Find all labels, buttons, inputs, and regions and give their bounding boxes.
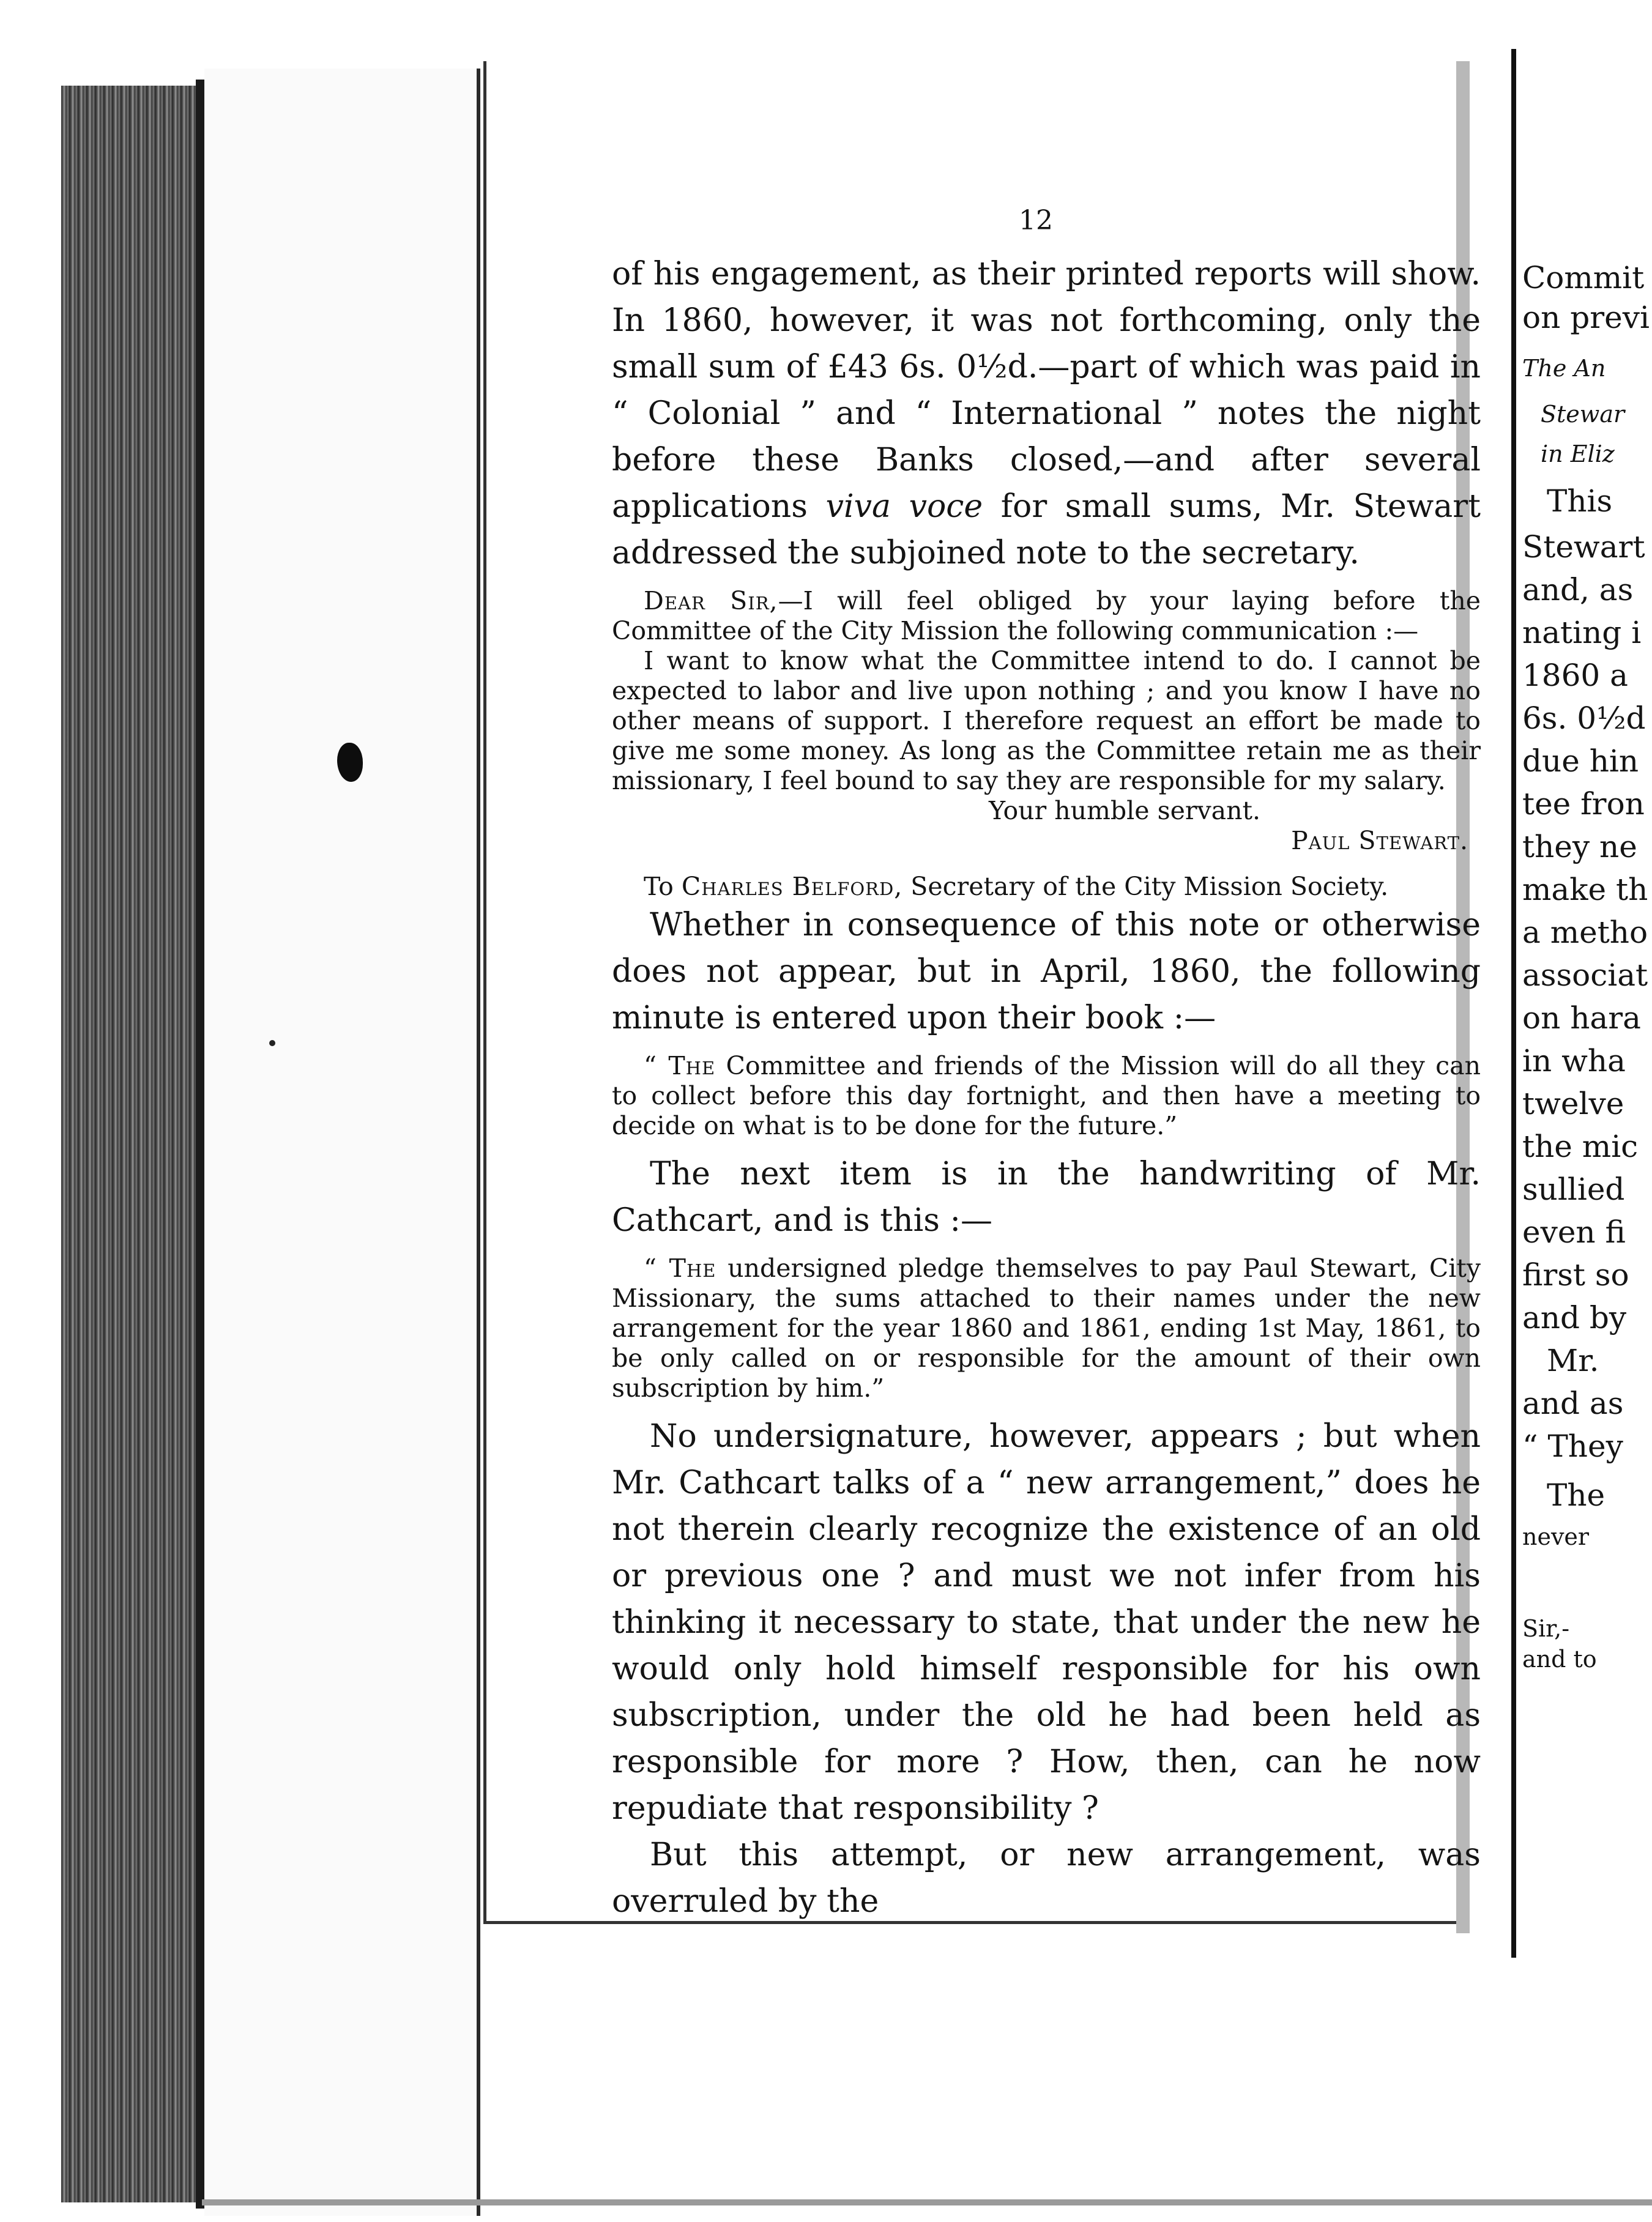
right-page-line: in Eliz xyxy=(1541,440,1615,467)
paragraph-3: The next item is in the handwriting of Mr. Cathcart, and is this :— xyxy=(612,1156,1481,1239)
right-page-line: first so xyxy=(1522,1257,1629,1293)
right-page-line: and as xyxy=(1522,1386,1624,1421)
right-page-line: even fi xyxy=(1522,1214,1626,1250)
right-page-line: Sir,- xyxy=(1522,1615,1570,1642)
paragraph-4: No undersignature, however, appears ; but when Mr. Cathcart talks of a “ new arrangement,” does he not therein clearly recognize the existence of an old or previous one ? and must we not infer from his thinking it necessary to state, that under the new he would only hold himself responsible for his own subscription, under the old he had been held as responsible for more ? How, then, can he now repudiate that responsibility ? xyxy=(612,1418,1481,1827)
right-page-fragment xyxy=(1511,49,1652,1958)
letter-body: I want to know what the Committee intend to do. I cannot be expected to labor and live upon nothing ; and you know I have no other means of support. I therefore request an effort be made to give me some money. As long as the Committee retain me as their missionary, I feel bound to say they are responsible for my salary. xyxy=(612,646,1481,795)
ink-dot xyxy=(269,1040,275,1046)
right-page-line: the mic xyxy=(1522,1129,1639,1164)
right-page-line: 1860 a xyxy=(1522,658,1628,693)
right-page-line: The An xyxy=(1522,355,1606,382)
right-page-line: they ne xyxy=(1522,829,1637,864)
italic-phrase: viva voce xyxy=(825,488,983,525)
ink-blot xyxy=(337,743,363,782)
letter-signature: Paul Stewart. xyxy=(1291,826,1468,855)
paragraph-2: Whether in consequence of this note or otherwise does not appear, but in April, 1860, the following minute is entered upon their book :— xyxy=(612,907,1481,1036)
right-page-line: This xyxy=(1547,483,1613,519)
right-page-line: in wha xyxy=(1522,1043,1626,1079)
right-page-line: nating i xyxy=(1522,615,1642,650)
right-page-line: associat xyxy=(1522,957,1648,993)
spine-edge xyxy=(196,80,204,2209)
letter-closing: Your humble servant. xyxy=(989,796,1260,825)
letter-addressee: To Charles Belford, Secretary of the City Mission Society. xyxy=(644,872,1389,901)
paragraph-1: of his engagement, as their printed reports will show. In 1860, however, it was not forthcoming, only the small sum of £43 6s. 0½d.—part of which was paid in “ Colonial ” and “ International ” notes the night before these Banks closed,—and after several applications viva voce for small sums, Mr. Stewart addressed the subjoined note to the secretary. xyxy=(612,256,1481,571)
right-page-line: sullied xyxy=(1522,1172,1625,1207)
right-page-line: due hin xyxy=(1522,743,1639,779)
minute-quote: “ The Committee and friends of the Mission will do all they can to collect before this day fortnight, and then have a meeting to decide on what is to be done for the future.” xyxy=(612,1051,1481,1140)
right-page-line: The xyxy=(1547,1477,1605,1513)
right-page-line: Stewar xyxy=(1541,401,1625,428)
right-page-line: “ They xyxy=(1522,1429,1623,1464)
letter-intro: Dear Sir,—I will feel obliged by your laying before the Committee of the City Mission the following communication :— xyxy=(612,586,1481,645)
page-text xyxy=(612,202,1481,1925)
right-page-line: tee fron xyxy=(1522,786,1645,822)
right-page-line: 6s. 0½d xyxy=(1522,700,1646,736)
right-page-line: make th xyxy=(1522,872,1648,907)
right-page-line: Stewart xyxy=(1522,529,1645,565)
right-page-line: and to xyxy=(1522,1646,1597,1673)
letter-salutation: Dear Sir, xyxy=(644,586,778,615)
right-page-line: and, as xyxy=(1522,572,1634,608)
right-page-line: Commit xyxy=(1522,260,1645,295)
right-page-line: and by xyxy=(1522,1300,1627,1336)
paragraph-5: But this attempt, or new arrangement, was overruled by the xyxy=(612,1837,1481,1920)
page-number: 12 xyxy=(1019,205,1053,236)
book-spine xyxy=(61,86,202,2202)
right-page-line: on hara xyxy=(1522,1000,1641,1036)
right-page-line: Mr. xyxy=(1547,1343,1599,1378)
right-page-line: on previ xyxy=(1522,300,1650,335)
book-bottom-edge xyxy=(202,2199,1652,2205)
right-page-line: a metho xyxy=(1522,915,1648,950)
blank-left-page xyxy=(204,69,480,2216)
right-page-line: twelve xyxy=(1522,1086,1624,1121)
pledge-quote: “ The undersigned pledge themselves to pay Paul Stewart, City Missionary, the sums attached to their names under the new arrangement for the year 1860 and 1861, ending 1st May, 1861, to be only called on or responsible for the amount of their own subscription by him.” xyxy=(612,1254,1481,1403)
right-page-line: never xyxy=(1522,1523,1590,1550)
